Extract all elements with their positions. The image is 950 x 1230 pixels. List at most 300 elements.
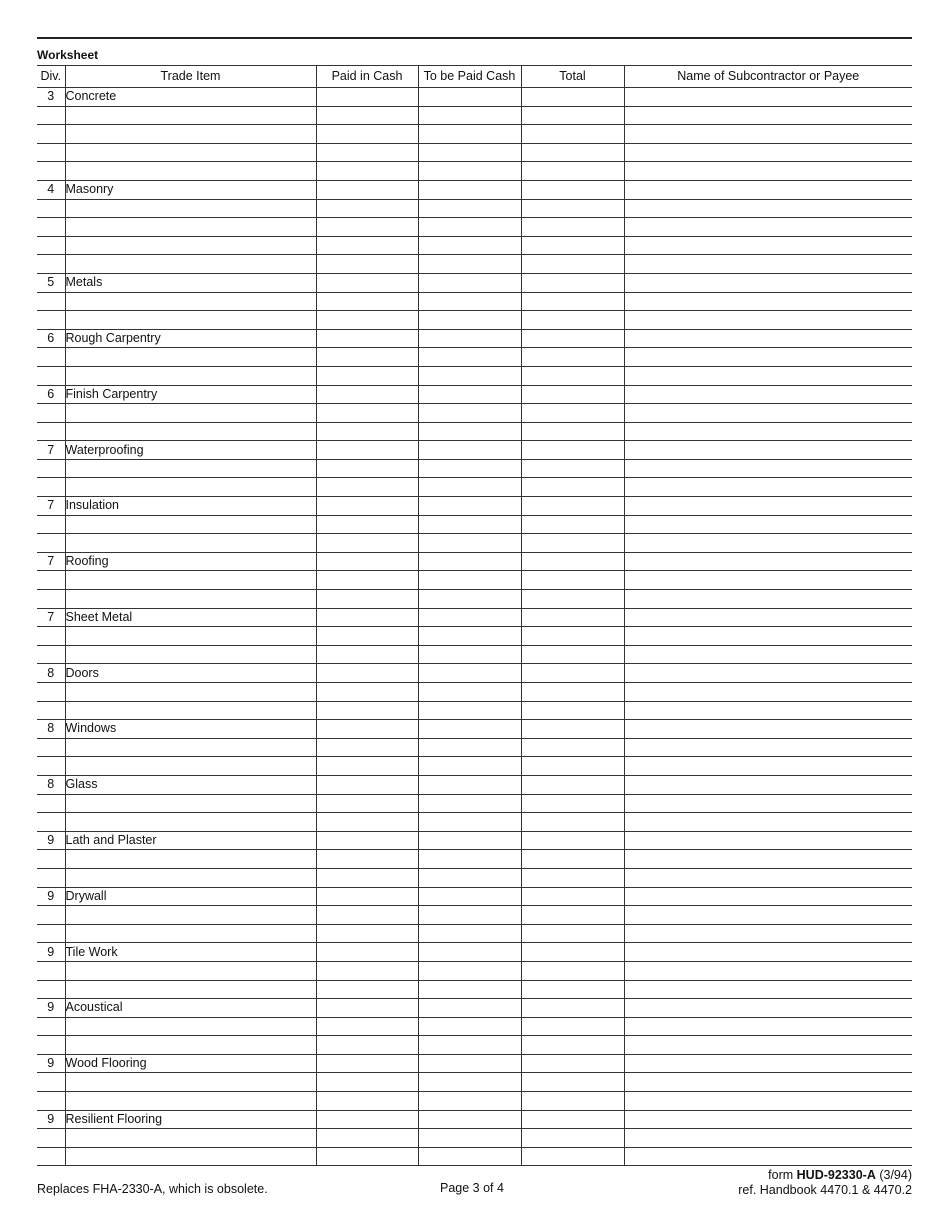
to-be-paid-cash-cell[interactable] (418, 943, 521, 962)
paid-in-cash-cell[interactable] (316, 236, 418, 255)
payee-cell[interactable] (624, 88, 912, 107)
blank-row (37, 738, 912, 757)
payee-cell[interactable] (624, 608, 912, 627)
div-cell (37, 850, 65, 869)
payee-cell[interactable] (624, 943, 912, 962)
total-cell[interactable] (521, 961, 624, 980)
payee-cell[interactable] (624, 887, 912, 906)
payee-cell[interactable] (624, 590, 912, 609)
to-be-paid-cash-cell[interactable] (418, 515, 521, 534)
paid-in-cash-cell[interactable] (316, 738, 418, 757)
paid-in-cash-cell[interactable] (316, 608, 418, 627)
div-cell (37, 683, 65, 702)
to-be-paid-cash-cell[interactable] (418, 534, 521, 553)
to-be-paid-cash-cell[interactable] (418, 199, 521, 218)
paid-in-cash-cell[interactable] (316, 645, 418, 664)
col-header-subcontractor: Name of Subcontractor or Payee (624, 66, 912, 88)
total-cell[interactable] (521, 1147, 624, 1166)
paid-in-cash-cell[interactable] (316, 627, 418, 646)
payee-cell[interactable] (624, 906, 912, 925)
payee-cell[interactable] (624, 385, 912, 404)
total-cell[interactable] (521, 236, 624, 255)
to-be-paid-cash-cell[interactable] (418, 236, 521, 255)
blank-row (37, 571, 912, 590)
paid-in-cash-cell[interactable] (316, 162, 418, 181)
payee-cell[interactable] (624, 1036, 912, 1055)
paid-in-cash-cell[interactable] (316, 125, 418, 144)
paid-in-cash-cell[interactable] (316, 199, 418, 218)
paid-in-cash-cell[interactable] (316, 943, 418, 962)
to-be-paid-cash-cell[interactable] (418, 125, 521, 144)
total-cell[interactable] (521, 366, 624, 385)
paid-in-cash-cell[interactable] (316, 311, 418, 330)
payee-cell[interactable] (624, 329, 912, 348)
total-cell[interactable] (521, 218, 624, 237)
paid-in-cash-cell[interactable] (316, 794, 418, 813)
payee-cell[interactable] (624, 1129, 912, 1148)
payee-cell[interactable] (624, 497, 912, 516)
div-cell (37, 515, 65, 534)
total-cell[interactable] (521, 422, 624, 441)
to-be-paid-cash-cell[interactable] (418, 757, 521, 776)
paid-in-cash-cell[interactable] (316, 999, 418, 1018)
to-be-paid-cash-cell[interactable] (418, 999, 521, 1018)
paid-in-cash-cell[interactable] (316, 924, 418, 943)
total-cell[interactable] (521, 924, 624, 943)
payee-cell[interactable] (624, 1092, 912, 1111)
to-be-paid-cash-cell[interactable] (418, 218, 521, 237)
to-be-paid-cash-cell[interactable] (418, 1092, 521, 1111)
trade-item-cell: Tile Work (65, 943, 316, 962)
div-cell: 4 (37, 180, 65, 199)
payee-cell[interactable] (624, 106, 912, 125)
col-header-div: Div. (37, 66, 65, 88)
payee-cell[interactable] (624, 218, 912, 237)
paid-in-cash-cell[interactable] (316, 348, 418, 367)
total-cell[interactable] (521, 497, 624, 516)
total-cell[interactable] (521, 88, 624, 107)
to-be-paid-cash-cell[interactable] (418, 1036, 521, 1055)
total-cell[interactable] (521, 868, 624, 887)
div-cell: 8 (37, 775, 65, 794)
payee-cell[interactable] (624, 1147, 912, 1166)
payee-cell[interactable] (624, 627, 912, 646)
payee-cell[interactable] (624, 292, 912, 311)
div-cell (37, 125, 65, 144)
blank-row (37, 199, 912, 218)
div-cell (37, 757, 65, 776)
total-cell[interactable] (521, 459, 624, 478)
to-be-paid-cash-cell[interactable] (418, 571, 521, 590)
trade-item-cell: Lath and Plaster (65, 831, 316, 850)
to-be-paid-cash-cell[interactable] (418, 1054, 521, 1073)
trade-item-cell (65, 590, 316, 609)
total-cell[interactable] (521, 199, 624, 218)
total-cell[interactable] (521, 1129, 624, 1148)
payee-cell[interactable] (624, 534, 912, 553)
div-cell (37, 1036, 65, 1055)
total-cell[interactable] (521, 552, 624, 571)
to-be-paid-cash-cell[interactable] (418, 88, 521, 107)
to-be-paid-cash-cell[interactable] (418, 664, 521, 683)
paid-in-cash-cell[interactable] (316, 497, 418, 516)
payee-cell[interactable] (624, 850, 912, 869)
trade-item-cell (65, 143, 316, 162)
to-be-paid-cash-cell[interactable] (418, 366, 521, 385)
total-cell[interactable] (521, 162, 624, 181)
payee-cell[interactable] (624, 459, 912, 478)
paid-in-cash-cell[interactable] (316, 1110, 418, 1129)
payee-cell[interactable] (624, 794, 912, 813)
blank-row (37, 906, 912, 925)
paid-in-cash-cell[interactable] (316, 868, 418, 887)
div-cell: 5 (37, 273, 65, 292)
payee-cell[interactable] (624, 255, 912, 274)
total-cell[interactable] (521, 775, 624, 794)
total-cell[interactable] (521, 999, 624, 1018)
to-be-paid-cash-cell[interactable] (418, 813, 521, 832)
blank-row (37, 924, 912, 943)
payee-cell[interactable] (624, 552, 912, 571)
to-be-paid-cash-cell[interactable] (418, 645, 521, 664)
total-cell[interactable] (521, 515, 624, 534)
payee-cell[interactable] (624, 1017, 912, 1036)
payee-cell[interactable] (624, 683, 912, 702)
to-be-paid-cash-cell[interactable] (418, 180, 521, 199)
div-cell (37, 255, 65, 274)
footer-form-info (738, 1168, 912, 1198)
to-be-paid-cash-cell[interactable] (418, 162, 521, 181)
paid-in-cash-cell[interactable] (316, 292, 418, 311)
paid-in-cash-cell[interactable] (316, 850, 418, 869)
total-cell[interactable] (521, 906, 624, 925)
paid-in-cash-cell[interactable] (316, 552, 418, 571)
to-be-paid-cash-cell[interactable] (418, 478, 521, 497)
paid-in-cash-cell[interactable] (316, 366, 418, 385)
payee-cell[interactable] (624, 645, 912, 664)
trade-row (37, 329, 912, 348)
blank-row (37, 255, 912, 274)
payee-cell[interactable] (624, 980, 912, 999)
payee-cell[interactable] (624, 125, 912, 144)
to-be-paid-cash-cell[interactable] (418, 590, 521, 609)
to-be-paid-cash-cell[interactable] (418, 441, 521, 460)
to-be-paid-cash-cell[interactable] (418, 775, 521, 794)
blank-row (37, 162, 912, 181)
paid-in-cash-cell[interactable] (316, 906, 418, 925)
paid-in-cash-cell[interactable] (316, 422, 418, 441)
payee-cell[interactable] (624, 348, 912, 367)
total-cell[interactable] (521, 180, 624, 199)
to-be-paid-cash-cell[interactable] (418, 608, 521, 627)
payee-cell[interactable] (624, 1054, 912, 1073)
to-be-paid-cash-cell[interactable] (418, 1147, 521, 1166)
payee-cell[interactable] (624, 757, 912, 776)
payee-cell[interactable] (624, 311, 912, 330)
to-be-paid-cash-cell[interactable] (418, 273, 521, 292)
to-be-paid-cash-cell[interactable] (418, 311, 521, 330)
div-cell: 7 (37, 441, 65, 460)
trade-item-cell: Waterproofing (65, 441, 316, 460)
paid-in-cash-cell[interactable] (316, 180, 418, 199)
total-cell[interactable] (521, 106, 624, 125)
to-be-paid-cash-cell[interactable] (418, 292, 521, 311)
payee-cell[interactable] (624, 273, 912, 292)
payee-cell[interactable] (624, 404, 912, 423)
paid-in-cash-cell[interactable] (316, 404, 418, 423)
to-be-paid-cash-cell[interactable] (418, 404, 521, 423)
blank-row (37, 292, 912, 311)
payee-cell[interactable] (624, 422, 912, 441)
total-cell[interactable] (521, 273, 624, 292)
to-be-paid-cash-cell[interactable] (418, 868, 521, 887)
trade-item-cell (65, 1073, 316, 1092)
total-cell[interactable] (521, 683, 624, 702)
blank-row (37, 106, 912, 125)
total-cell[interactable] (521, 1036, 624, 1055)
paid-in-cash-cell[interactable] (316, 385, 418, 404)
to-be-paid-cash-cell[interactable] (418, 924, 521, 943)
to-be-paid-cash-cell[interactable] (418, 701, 521, 720)
to-be-paid-cash-cell[interactable] (418, 850, 521, 869)
blank-row (37, 794, 912, 813)
paid-in-cash-cell[interactable] (316, 757, 418, 776)
paid-in-cash-cell[interactable] (316, 571, 418, 590)
trade-item-cell (65, 683, 316, 702)
to-be-paid-cash-cell[interactable] (418, 1110, 521, 1129)
to-be-paid-cash-cell[interactable] (418, 497, 521, 516)
paid-in-cash-cell[interactable] (316, 218, 418, 237)
trade-item-cell (65, 1129, 316, 1148)
total-cell[interactable] (521, 329, 624, 348)
paid-in-cash-cell[interactable] (316, 459, 418, 478)
payee-cell[interactable] (624, 999, 912, 1018)
paid-in-cash-cell[interactable] (316, 720, 418, 739)
trade-item-cell (65, 106, 316, 125)
trade-row (37, 608, 912, 627)
to-be-paid-cash-cell[interactable] (418, 1129, 521, 1148)
div-cell (37, 311, 65, 330)
payee-cell[interactable] (624, 571, 912, 590)
total-cell[interactable] (521, 664, 624, 683)
total-cell[interactable] (521, 441, 624, 460)
payee-cell[interactable] (624, 143, 912, 162)
to-be-paid-cash-cell[interactable] (418, 106, 521, 125)
div-cell (37, 738, 65, 757)
paid-in-cash-cell[interactable] (316, 1017, 418, 1036)
total-cell[interactable] (521, 311, 624, 330)
total-cell[interactable] (521, 1073, 624, 1092)
total-cell[interactable] (521, 348, 624, 367)
to-be-paid-cash-cell[interactable] (418, 720, 521, 739)
payee-cell[interactable] (624, 868, 912, 887)
to-be-paid-cash-cell[interactable] (418, 980, 521, 999)
total-cell[interactable] (521, 720, 624, 739)
payee-cell[interactable] (624, 738, 912, 757)
to-be-paid-cash-cell[interactable] (418, 961, 521, 980)
to-be-paid-cash-cell[interactable] (418, 459, 521, 478)
payee-cell[interactable] (624, 664, 912, 683)
to-be-paid-cash-cell[interactable] (418, 683, 521, 702)
paid-in-cash-cell[interactable] (316, 273, 418, 292)
to-be-paid-cash-cell[interactable] (418, 348, 521, 367)
div-cell (37, 199, 65, 218)
to-be-paid-cash-cell[interactable] (418, 831, 521, 850)
total-cell[interactable] (521, 980, 624, 999)
trade-item-cell (65, 1092, 316, 1111)
to-be-paid-cash-cell[interactable] (418, 794, 521, 813)
to-be-paid-cash-cell[interactable] (418, 143, 521, 162)
div-cell: 6 (37, 385, 65, 404)
to-be-paid-cash-cell[interactable] (418, 255, 521, 274)
trade-item-cell (65, 236, 316, 255)
total-cell[interactable] (521, 404, 624, 423)
paid-in-cash-cell[interactable] (316, 701, 418, 720)
paid-in-cash-cell[interactable] (316, 887, 418, 906)
div-cell (37, 627, 65, 646)
paid-in-cash-cell[interactable] (316, 515, 418, 534)
paid-in-cash-cell[interactable] (316, 775, 418, 794)
trade-item-cell (65, 404, 316, 423)
total-cell[interactable] (521, 125, 624, 144)
paid-in-cash-cell[interactable] (316, 106, 418, 125)
payee-cell[interactable] (624, 515, 912, 534)
to-be-paid-cash-cell[interactable] (418, 1017, 521, 1036)
total-cell[interactable] (521, 831, 624, 850)
payee-cell[interactable] (624, 775, 912, 794)
paid-in-cash-cell[interactable] (316, 831, 418, 850)
paid-in-cash-cell[interactable] (316, 590, 418, 609)
payee-cell[interactable] (624, 199, 912, 218)
worksheet-body (37, 88, 912, 1166)
payee-cell[interactable] (624, 924, 912, 943)
to-be-paid-cash-cell[interactable] (418, 422, 521, 441)
div-cell (37, 348, 65, 367)
paid-in-cash-cell[interactable] (316, 813, 418, 832)
to-be-paid-cash-cell[interactable] (418, 329, 521, 348)
total-cell[interactable] (521, 143, 624, 162)
total-cell[interactable] (521, 1110, 624, 1129)
div-cell (37, 924, 65, 943)
trade-item-cell (65, 366, 316, 385)
trade-item-cell: Windows (65, 720, 316, 739)
paid-in-cash-cell[interactable] (316, 980, 418, 999)
paid-in-cash-cell[interactable] (316, 534, 418, 553)
div-cell (37, 906, 65, 925)
total-cell[interactable] (521, 255, 624, 274)
payee-cell[interactable] (624, 478, 912, 497)
payee-cell[interactable] (624, 236, 912, 255)
trade-item-cell: Sheet Metal (65, 608, 316, 627)
total-cell[interactable] (521, 738, 624, 757)
payee-cell[interactable] (624, 720, 912, 739)
paid-in-cash-cell[interactable] (316, 1092, 418, 1111)
div-cell (37, 645, 65, 664)
to-be-paid-cash-cell[interactable] (418, 738, 521, 757)
trade-row (37, 180, 912, 199)
total-cell[interactable] (521, 385, 624, 404)
div-cell (37, 961, 65, 980)
total-cell[interactable] (521, 757, 624, 776)
total-cell[interactable] (521, 590, 624, 609)
trade-row (37, 88, 912, 107)
to-be-paid-cash-cell[interactable] (418, 552, 521, 571)
total-cell[interactable] (521, 1017, 624, 1036)
payee-cell[interactable] (624, 813, 912, 832)
payee-cell[interactable] (624, 831, 912, 850)
total-cell[interactable] (521, 1092, 624, 1111)
form-prefix: form (768, 1168, 797, 1182)
to-be-paid-cash-cell[interactable] (418, 627, 521, 646)
div-cell (37, 571, 65, 590)
paid-in-cash-cell[interactable] (316, 1147, 418, 1166)
div-cell (37, 478, 65, 497)
paid-in-cash-cell[interactable] (316, 88, 418, 107)
payee-cell[interactable] (624, 1073, 912, 1092)
to-be-paid-cash-cell[interactable] (418, 1073, 521, 1092)
paid-in-cash-cell[interactable] (316, 329, 418, 348)
total-cell[interactable] (521, 701, 624, 720)
total-cell[interactable] (521, 571, 624, 590)
payee-cell[interactable] (624, 441, 912, 460)
payee-cell[interactable] (624, 961, 912, 980)
blank-row (37, 627, 912, 646)
total-cell[interactable] (521, 627, 624, 646)
total-cell[interactable] (521, 292, 624, 311)
paid-in-cash-cell[interactable] (316, 1036, 418, 1055)
total-cell[interactable] (521, 534, 624, 553)
total-cell[interactable] (521, 794, 624, 813)
div-cell (37, 106, 65, 125)
trade-item-cell (65, 757, 316, 776)
div-cell: 7 (37, 552, 65, 571)
total-cell[interactable] (521, 1054, 624, 1073)
payee-cell[interactable] (624, 366, 912, 385)
total-cell[interactable] (521, 850, 624, 869)
to-be-paid-cash-cell[interactable] (418, 887, 521, 906)
paid-in-cash-cell[interactable] (316, 143, 418, 162)
payee-cell[interactable] (624, 180, 912, 199)
paid-in-cash-cell[interactable] (316, 1054, 418, 1073)
payee-cell[interactable] (624, 701, 912, 720)
paid-in-cash-cell[interactable] (316, 683, 418, 702)
trade-row (37, 552, 912, 571)
payee-cell[interactable] (624, 162, 912, 181)
div-cell (37, 1073, 65, 1092)
total-cell[interactable] (521, 813, 624, 832)
col-header-to-be-paid-cash: To be Paid Cash (418, 66, 521, 88)
paid-in-cash-cell[interactable] (316, 664, 418, 683)
paid-in-cash-cell[interactable] (316, 478, 418, 497)
total-cell[interactable] (521, 943, 624, 962)
total-cell[interactable] (521, 645, 624, 664)
paid-in-cash-cell[interactable] (316, 961, 418, 980)
to-be-paid-cash-cell[interactable] (418, 906, 521, 925)
trade-item-cell (65, 961, 316, 980)
total-cell[interactable] (521, 608, 624, 627)
total-cell[interactable] (521, 478, 624, 497)
payee-cell[interactable] (624, 1110, 912, 1129)
paid-in-cash-cell[interactable] (316, 255, 418, 274)
div-cell (37, 794, 65, 813)
blank-row (37, 236, 912, 255)
total-cell[interactable] (521, 887, 624, 906)
paid-in-cash-cell[interactable] (316, 1073, 418, 1092)
paid-in-cash-cell[interactable] (316, 441, 418, 460)
to-be-paid-cash-cell[interactable] (418, 385, 521, 404)
div-cell: 8 (37, 720, 65, 739)
paid-in-cash-cell[interactable] (316, 1129, 418, 1148)
